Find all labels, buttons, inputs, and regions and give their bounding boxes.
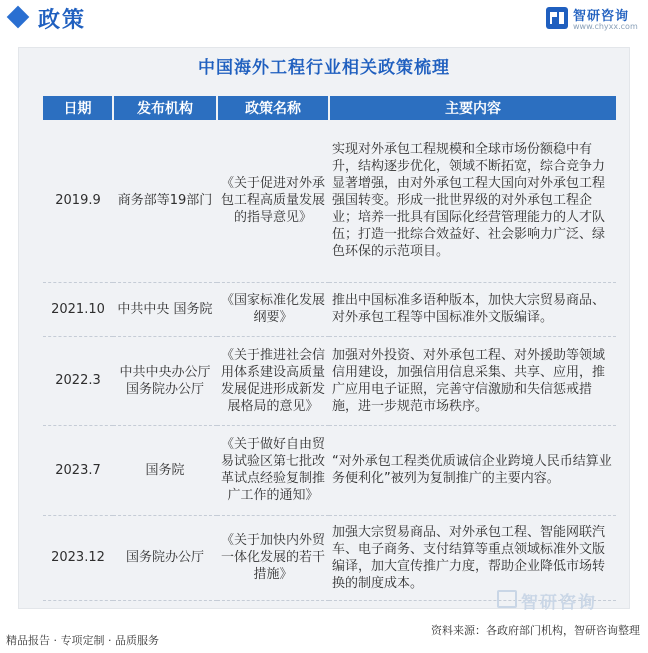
cell-policy-name: 《关于推进社会信用体系建设高质量发展促进形成新发展格局的意见》 <box>217 336 329 425</box>
table-row <box>43 425 616 515</box>
logo-url: www.chyxx.com <box>573 22 638 31</box>
cell-content: 加强大宗贸易商品、对外承包工程、智能网联汽车、电子商务、支付结算等重点领域标准外文版编译，加大宣传推广力度，帮助企业降低市场转换的制度成本。 <box>329 515 616 600</box>
cell-org: 商务部等19部门 <box>113 120 217 282</box>
cell-policy-name: 《关于促进对外承包工程高质量发展的指导意见》 <box>217 120 329 282</box>
cell-date: 2023.7 <box>43 425 113 515</box>
cell-date: 2023.12 <box>43 515 113 600</box>
cell-content: “对外承包工程类优质诚信企业跨境人民币结算业务便利化”被列为复制推广的主要内容。 <box>329 425 616 515</box>
cell-content: 加强对外投资、对外承包工程、对外援助等领域信用建设，加强信用信息采集、共享、应用，推广应用电子证照，完善守信激励和失信惩戒措施，进一步规范市场秩序。 <box>329 336 616 425</box>
table-header-row <box>43 96 616 120</box>
table-row <box>43 336 616 425</box>
page-header <box>0 0 648 34</box>
column-header-date: 日期 <box>43 96 113 120</box>
footer-tagline: 精品报告 · 专项定制 · 品质服务 <box>6 634 159 647</box>
footer-watermark <box>497 588 637 613</box>
policy-table <box>43 96 616 601</box>
cell-content: 实现对外承包工程规模和全球市场份额稳中有升，结构逐步优化，领域不断拓宽，综合竞争力显著增强，由对外承包工程大国向对外承包工程强国转变。形成一批世界级的对外承包工程企业；培养一批具有国际化经营管理能力的人才队伍；打造一批综合效益好、社会影响力广泛、绿色环保的示范项目。 <box>329 120 616 282</box>
watermark-logo-icon <box>497 590 517 608</box>
watermark-text: 智研咨询 <box>521 593 597 613</box>
cell-org: 国务院 <box>113 425 217 515</box>
cell-content: 推出中国标准多语种版本，加快大宗贸易商品、对外承包工程等中国标准外文版编译。 <box>329 282 616 336</box>
table-row <box>43 282 616 336</box>
cell-date: 2019.9 <box>43 120 113 282</box>
source-note: 资料来源：各政府部门机构，智研咨询整理 <box>431 624 640 637</box>
cell-policy-name: 《国家标准化发展纲要》 <box>217 282 329 336</box>
table-title: 中国海外工程行业相关政策梳理 <box>198 58 450 78</box>
section-title: 政策 <box>38 8 87 33</box>
column-header-org: 发布机构 <box>113 96 217 120</box>
cell-org: 中共中央办公厅国务院办公厅 <box>113 336 217 425</box>
diamond-icon <box>7 6 30 29</box>
cell-date: 2021.10 <box>43 282 113 336</box>
policy-table-panel <box>18 47 630 609</box>
cell-policy-name: 《关于加快内外贸一体化发展的若干措施》 <box>217 515 329 600</box>
column-header-name: 政策名称 <box>217 96 329 120</box>
cell-org: 国务院办公厅 <box>113 515 217 600</box>
logo-name: 智研咨询 <box>573 9 630 24</box>
cell-policy-name: 《关于做好自由贸易试验区第七批改革试点经验复制推广工作的通知》 <box>217 425 329 515</box>
cell-date: 2022.3 <box>43 336 113 425</box>
logo-icon <box>545 6 569 30</box>
cell-org: 中共中央 国务院 <box>113 282 217 336</box>
column-header-content: 主要内容 <box>329 96 616 120</box>
table-row <box>43 120 616 282</box>
